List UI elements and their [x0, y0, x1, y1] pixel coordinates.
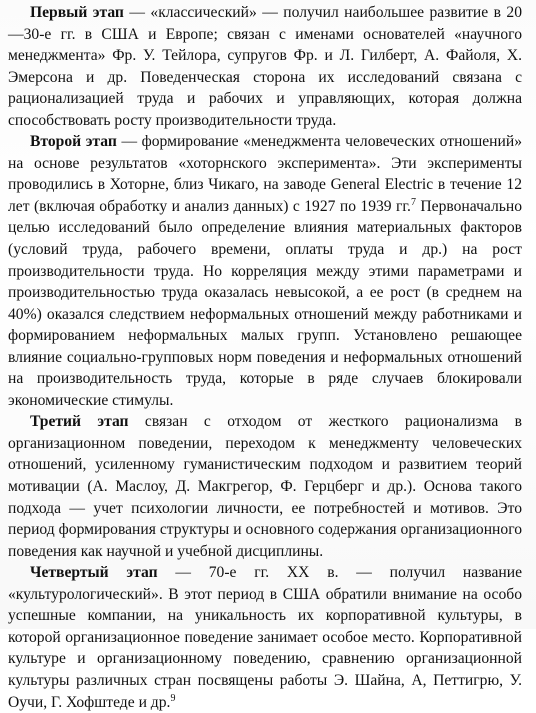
paragraph-stage-2 — [8, 131, 522, 411]
paragraph-text: связан с отходом от жесткого рационализма в организационном поведении, переходом к менеджменту человеческих отношений, усиленному гуманистическим подходом и развитием теорий мотивации (А. Маслоу, Д. Макгрегор, Ф. Герцберг и др.). Основа такого подхода — учет психологии личности, ее потребностей и мотивов. Это период формирования структуры и основного содержания организационного поведения как научной и учебной дисциплины. — [8, 413, 522, 560]
paragraph-text: — формирование «менеджмента человеческих отношений» на основе результатов «хоторнского эксперимента». Эти эксперименты проводились в Хоторне, близ Чикаго, на заводе General Electric в течение 12 лет (включая обработку и анализ данных) с 1927 по 1939 гг. — [8, 133, 522, 215]
stage-heading: Первый этап — [30, 4, 124, 21]
stage-heading: Третий этап — [30, 413, 129, 431]
paragraph-text: — 70-е гг. XX в. — получил название «культурологический». В этот период в США обратили внимание на особо успешные компании, на уникальность их корпоративной культуры, в которой организационное поведение занимает особое место. Корпоративной культуре и организационному поведению, сравнению организационной культуры различных стран посвящены работы Э. Шайна, А, Петтигрю, У. Оучи, Г. Хофштеде и др. — [8, 564, 522, 711]
stage-heading: Второй этап — [30, 133, 117, 151]
stage-heading: Четвертый этап — [30, 564, 158, 582]
paragraph-stage-3 — [8, 411, 522, 562]
footnote-marker[interactable]: 7 — [410, 196, 416, 208]
paragraph-stage-4 — [8, 562, 522, 713]
paragraph-stage-1 — [8, 2, 522, 131]
paragraph-text-tail: Первоначально целью исследований было определение влияния материальных факторов (условий труда, рабочего времени, оплаты труда и др.) на рост производительности труда. Но корреляция между этими параметрами и производительностью труда оказалась невысокой, а ее рост (в среднем на 40%) оказался следствием неформальных отношений между работниками и формированием неформальных малых групп. Установлено решающее влияние социально-групповых норм поведения и неформальных отношений на производительность труда, которые в ряде случаев блокировали экономические стимулы. — [8, 197, 523, 409]
footnote-marker[interactable]: 9 — [170, 692, 176, 704]
paragraph-text: — «классический» — получил наибольшее развитие в 20—30-е гг. в США и Европе; связан с именами основателей «научного менеджмента» Фр. У. Тейлора, супругов Фр. и Л. Гилберт, А. Файоля, Х. Эмерсона и др. Поведенческая сторона их исследований связана с рационализацией труда и рабочих и управляющих, которая должна способствовать росту производительности труда. — [8, 4, 523, 129]
